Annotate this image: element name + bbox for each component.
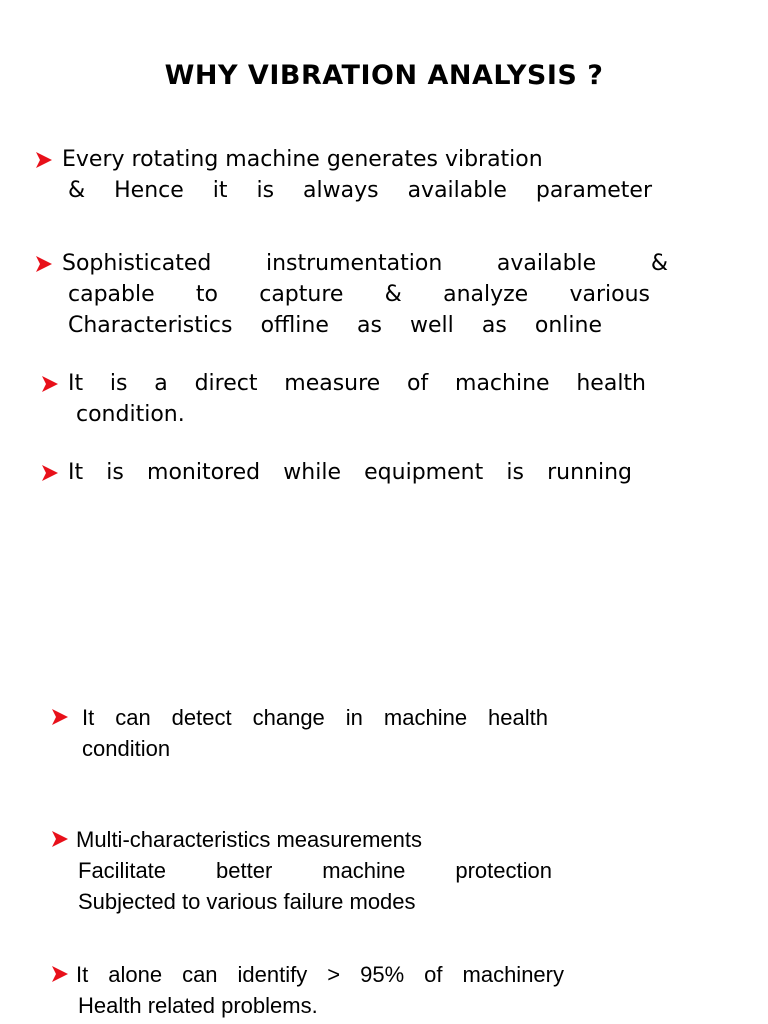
bullet-2-line-2: capable to capture & analyze various [68,282,650,307]
bullet-4-line-1: It is monitored while equipment is running [68,460,632,485]
bullet-6-line-3: Subjected to various failure modes [78,889,416,914]
arrow-bullet-icon [50,707,70,727]
bullet-1-line-1: Every rotating machine generates vibration [62,147,543,172]
arrow-bullet-icon [40,374,60,394]
bullet-6-line-1: Multi-characteristics measurements [76,827,422,852]
bullet-2-line-3: Characteristics offline as well as online [68,313,602,338]
arrow-bullet-icon [50,964,70,984]
bullet-7-line-2: Health related problems. [78,993,318,1018]
arrow-bullet-icon [34,150,54,170]
bullet-3-line-2: condition. [76,402,185,427]
arrow-bullet-icon [34,254,54,274]
bullet-7-line-1: It alone can identify > 95% of machinery [76,962,564,987]
bullet-3-line-1: It is a direct measure of machine health [68,371,646,396]
bullet-5-line-2: condition [82,736,171,761]
bullet-5-line-1: It can detect change in machine health [82,705,548,730]
page-title: WHY VIBRATION ANALYSIS ? [164,60,604,91]
bullet-1-line-2: & Hence it is always available parameter [68,178,652,203]
bullet-2-line-1: Sophisticated instrumentation available & [62,251,668,276]
arrow-bullet-icon [50,829,70,849]
bullet-6-line-2: Facilitate better machine protection [78,858,552,883]
arrow-bullet-icon [40,463,60,483]
